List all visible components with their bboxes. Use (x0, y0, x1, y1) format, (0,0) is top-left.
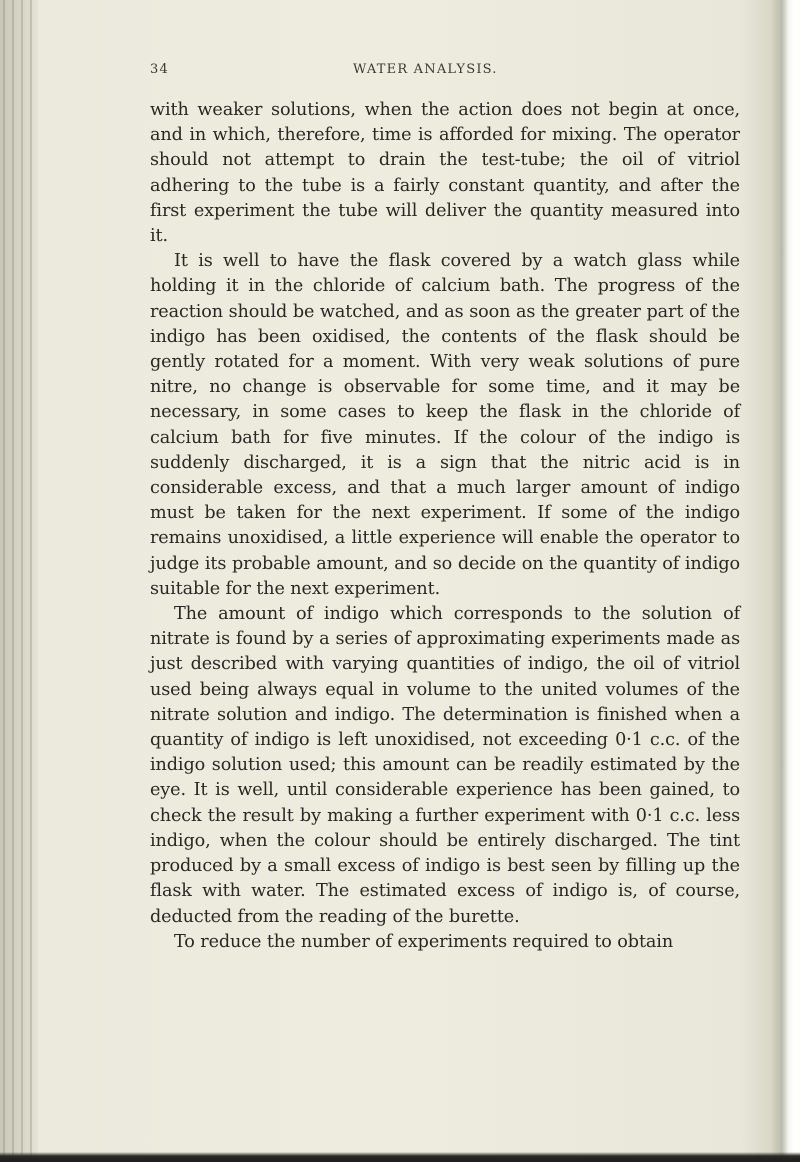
page-number: 34 (150, 62, 169, 77)
page-edge (772, 0, 800, 1162)
body-text (150, 98, 740, 955)
paragraph: To reduce the number of experiments required to obtain (174, 931, 674, 952)
paragraph: with weaker solutions, when the action does not begin at once, and in which, therefore, time is afforded for mixing. The operator should not attempt to drain the test-tube; the oil of vitriol adhering to the tube is a fairly constant quantity, and after the first experiment the tube will deliver the quantity measured into it. (150, 100, 740, 247)
paragraph: The amount of indigo which corresponds to the solution of nitrate is found by a series of approximating experiments made as just described with varying quantities of indigo, the oil of vitriol used being always equal in volume to the united volumes of the nitrate solution and indigo. The determination is finished when a quantity of indigo is left unoxidised, not exceeding 0·1 c.c. of the indigo solution used; this amount can be readily estimated by the eye. It is well, until considerable experience has been gained, to check the result by making a further experiment with 0·1 c.c. less indigo, when the colour should be entirely discharged. The tint produced by a small excess of indigo is best seen by filling up the flask with water. The estimated excess of indigo is, of course, deducted from the reading of the burette. (150, 604, 740, 927)
running-header (150, 62, 710, 84)
paragraph: It is well to have the flask covered by a watch glass while holding it in the chloride of calcium bath. The progress of the reaction should be watched, and as soon as the greater part of the indigo has been oxidised, the contents of the flask should be gently rotated for a moment. With very weak solutions of pure nitre, no change is observable for some time, and it may be necessary, in some cases to keep the flask in the chloride of calcium bath for five minutes. If the colour of the indigo is suddenly discharged, it is a sign that the nitric acid is in considerable excess, and that a much larger amount of indigo must be taken for the next experiment. If some of the indigo remains unoxidised, a little experience will enable the operator to judge its probable amount, and so decide on the quantity of indigo suitable for the next experiment. (150, 251, 740, 599)
binding-gutter (0, 0, 38, 1162)
running-title: WATER ANALYSIS. (353, 62, 498, 77)
scan-shadow (0, 1152, 800, 1162)
